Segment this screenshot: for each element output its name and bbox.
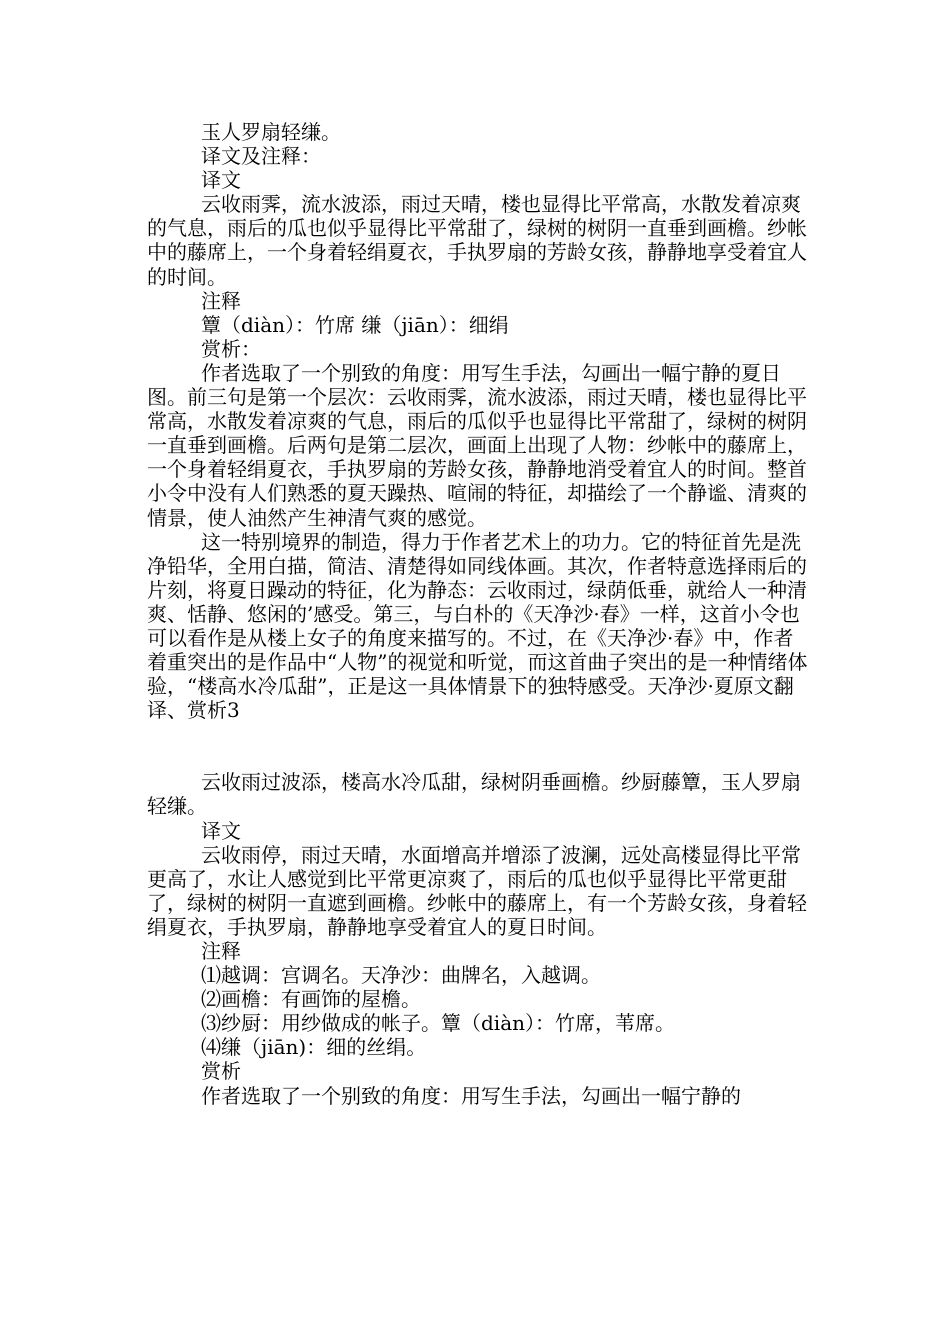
- note-item-1: ⑴越调：宫调名。天净沙：曲牌名，入越调。: [201, 963, 601, 988]
- heading-translation-2: 译文: [201, 818, 241, 843]
- heading-appreciation: 赏析：: [201, 336, 261, 361]
- appreciation-paragraph-1: 作者选取了一个别致的角度：用写生手法，勾画出一幅宁静的夏日图。前三句是第一个层次：云收雨霁，流水波添，雨过天晴，楼也显得比平常高，水散发着凉爽的气息，雨后的瓜似乎也显得比平常甜了，绿树的树阴一直垂到画檐。后两句是第二层次，画面上出现了人物：纱帐中的藤席上，一个身着轻绢夏衣，手执罗扇的芳龄女孩，静静地消受着宜人的时间。整首小令中没有人们熟悉的夏天躁热、喧闹的特征，却描绘了一个静谧、清爽的情景，使人油然产生神清气爽的感觉。: [147, 360, 807, 530]
- appreciation-start: 作者选取了一个别致的角度：用写生手法，勾画出一幅宁静的: [201, 1083, 741, 1108]
- heading-notes-2: 注释: [201, 939, 241, 963]
- heading-translation: 译文: [201, 168, 241, 193]
- heading-translation-and-notes: 译文及注释：: [201, 144, 321, 169]
- translation-paragraph: 云收雨霁，流水波添，雨过天晴，楼也显得比平常高，水散发着凉爽的气息，雨后的瓜也似乎显得比平常甜了，绿树的树阴一直垂到画檐。纱帐中的藤席上，一个身着轻绢夏衣，手执罗扇的芳龄女孩，静静地享受着宜人的时间。: [147, 192, 807, 289]
- poem-line-continuation: 玉人罗扇轻缣。: [201, 120, 341, 144]
- heading-appreciation-2: 赏析: [201, 1059, 241, 1084]
- heading-notes: 注释: [201, 288, 241, 313]
- notes-text: 簟（diàn）：竹席 缣（jiān）：细绢: [201, 312, 509, 337]
- note-item-4: ⑷缣（jiān)：细的丝绢。: [201, 1035, 427, 1060]
- note-item-3: ⑶纱厨：用纱做成的帐子。簟（diàn）：竹席，苇席。: [201, 1011, 676, 1036]
- translation-paragraph-2: 云收雨停，雨过天晴，水面增高并增添了波澜，远处高楼显得比平常更高了，水让人感觉到比平常更凉爽了，雨后的瓜也似乎显得比平常更甜了，绿树的树阴一直遮到画檐。纱帐中的藤席上，有一个芳龄女孩，身着轻绢夏衣，手执罗扇，静静地享受着宜人的夏日时间。: [147, 842, 807, 939]
- document-page: [147, 120, 809, 1108]
- note-item-2: ⑵画檐：有画饰的屋檐。: [201, 987, 421, 1012]
- section-divider-space: [147, 722, 809, 770]
- poem-text: 云收雨过波添，楼高水冷瓜甜，绿树阴垂画檐。纱厨藤簟，玉人罗扇轻缣。: [147, 770, 801, 819]
- appreciation-paragraph-2: 这一特别境界的制造，得力于作者艺术上的功力。它的特征首先是洗净铅华，全用白描，简洁、清楚得如同线体画。其次，作者特意选择雨后的片刻，将夏日躁动的特征，化为静态：云收雨过，绿荫低垂，就给人一种清爽、恬静、悠闲的’感受。第三，与白朴的《天净沙·春》一样，这首小令也可以看作是从楼上女子的角度来描写的。不过，在《天净沙·春》中，作者着重突出的是作品中“人物”的视觉和听觉，而这首曲子突出的是一种情绪体验，“楼高水冷瓜甜”，正是这一具体情景下的独特感受。天净沙·夏原文翻译、赏析3: [147, 529, 808, 723]
